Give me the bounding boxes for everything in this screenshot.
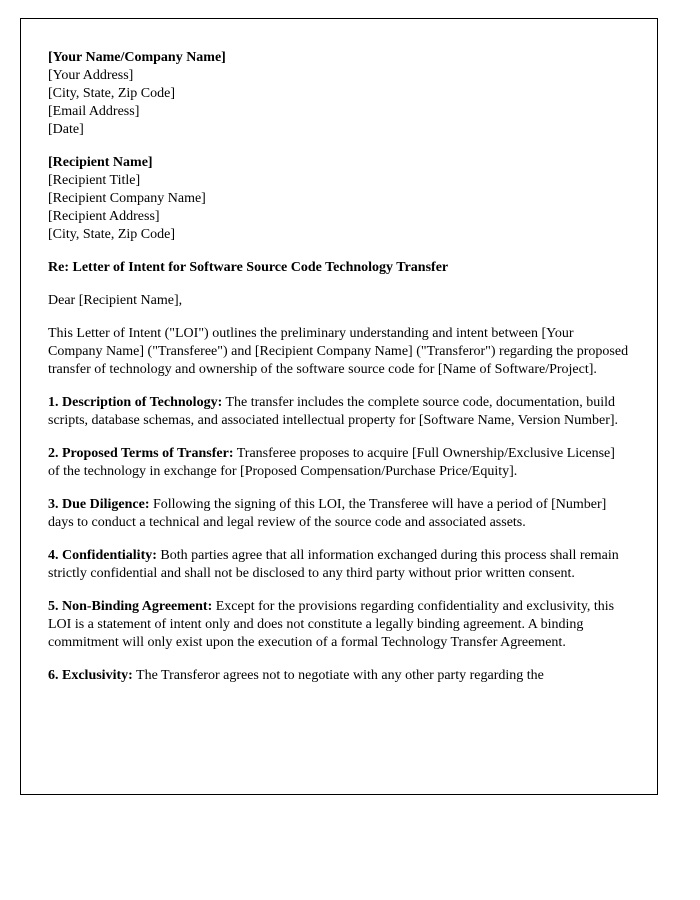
- salutation: Dear [Recipient Name],: [48, 293, 183, 308]
- recipient-title-line: [Recipient Title]: [48, 173, 141, 188]
- sender-date-line: [Date]: [48, 122, 84, 137]
- clause-proposed-terms: [48, 445, 630, 481]
- sender-city-line: [City, State, Zip Code]: [48, 86, 176, 101]
- clause-label: 2. Proposed Terms of Transfer:: [48, 446, 234, 461]
- letter-page: [20, 18, 658, 795]
- clause-label: 5. Non-Binding Agreement:: [48, 599, 213, 614]
- sender-email-line: [Email Address]: [48, 104, 140, 119]
- clause-description-of-technology: [48, 394, 630, 430]
- clause-text: Both parties agree that all information exchanged during this process shall remain strictly confidential and shall not be disclosed to any third party without prior written consent.: [48, 548, 619, 581]
- clause-due-diligence: [48, 496, 630, 532]
- recipient-name-line: [Recipient Name]: [48, 155, 153, 170]
- clause-text: The transfer includes the complete source code, documentation, build scripts, database schemas, and associated intellectual property for [Software Name, Version Number].: [48, 395, 619, 428]
- letter-content: [21, 19, 657, 715]
- clause-text: Following the signing of this LOI, the Transferee will have a period of [Number] days to conduct a technical and legal review of the source code and associated assets.: [48, 497, 607, 530]
- clause-text: The Transferor agrees not to negotiate with any other party regarding the: [132, 668, 544, 683]
- intro-paragraph: This Letter of Intent ("LOI") outlines the preliminary understanding and intent between [Your Company Name] ("Transferee") and [Recipient Company Name] ("Transferor") regarding the proposed transfer of technology and ownership of the software source code for [Name of Software/Project].: [48, 326, 629, 377]
- clause-label: 6. Exclusivity:: [48, 668, 133, 683]
- clause-non-binding: [48, 598, 630, 652]
- recipient-city-line: [City, State, Zip Code]: [48, 227, 176, 242]
- clause-label: 4. Confidentiality:: [48, 548, 157, 563]
- sender-name-line: [Your Name/Company Name]: [48, 50, 226, 65]
- subject-line: Re: Letter of Intent for Software Source Code Technology Transfer: [48, 260, 449, 275]
- recipient-address-block: [48, 154, 630, 244]
- clause-text: Except for the provisions regarding confidentiality and exclusivity, this LOI is a statement of intent only and does not constitute a legally binding agreement. A binding commitment will only exist upon the execution of a formal Technology Transfer Agreement.: [48, 599, 615, 650]
- sender-address-block: [48, 49, 630, 139]
- clause-text: Transferee proposes to acquire [Full Ownership/Exclusive License] of the technology in exchange for [Proposed Compensation/Purchase Price/Equity].: [48, 446, 615, 479]
- clause-confidentiality: [48, 547, 630, 583]
- clause-label: 3. Due Diligence:: [48, 497, 150, 512]
- clause-label: 1. Description of Technology:: [48, 395, 223, 410]
- recipient-company-line: [Recipient Company Name]: [48, 191, 206, 206]
- sender-address-line: [Your Address]: [48, 68, 134, 83]
- clause-exclusivity: [48, 667, 630, 685]
- recipient-address-line: [Recipient Address]: [48, 209, 160, 224]
